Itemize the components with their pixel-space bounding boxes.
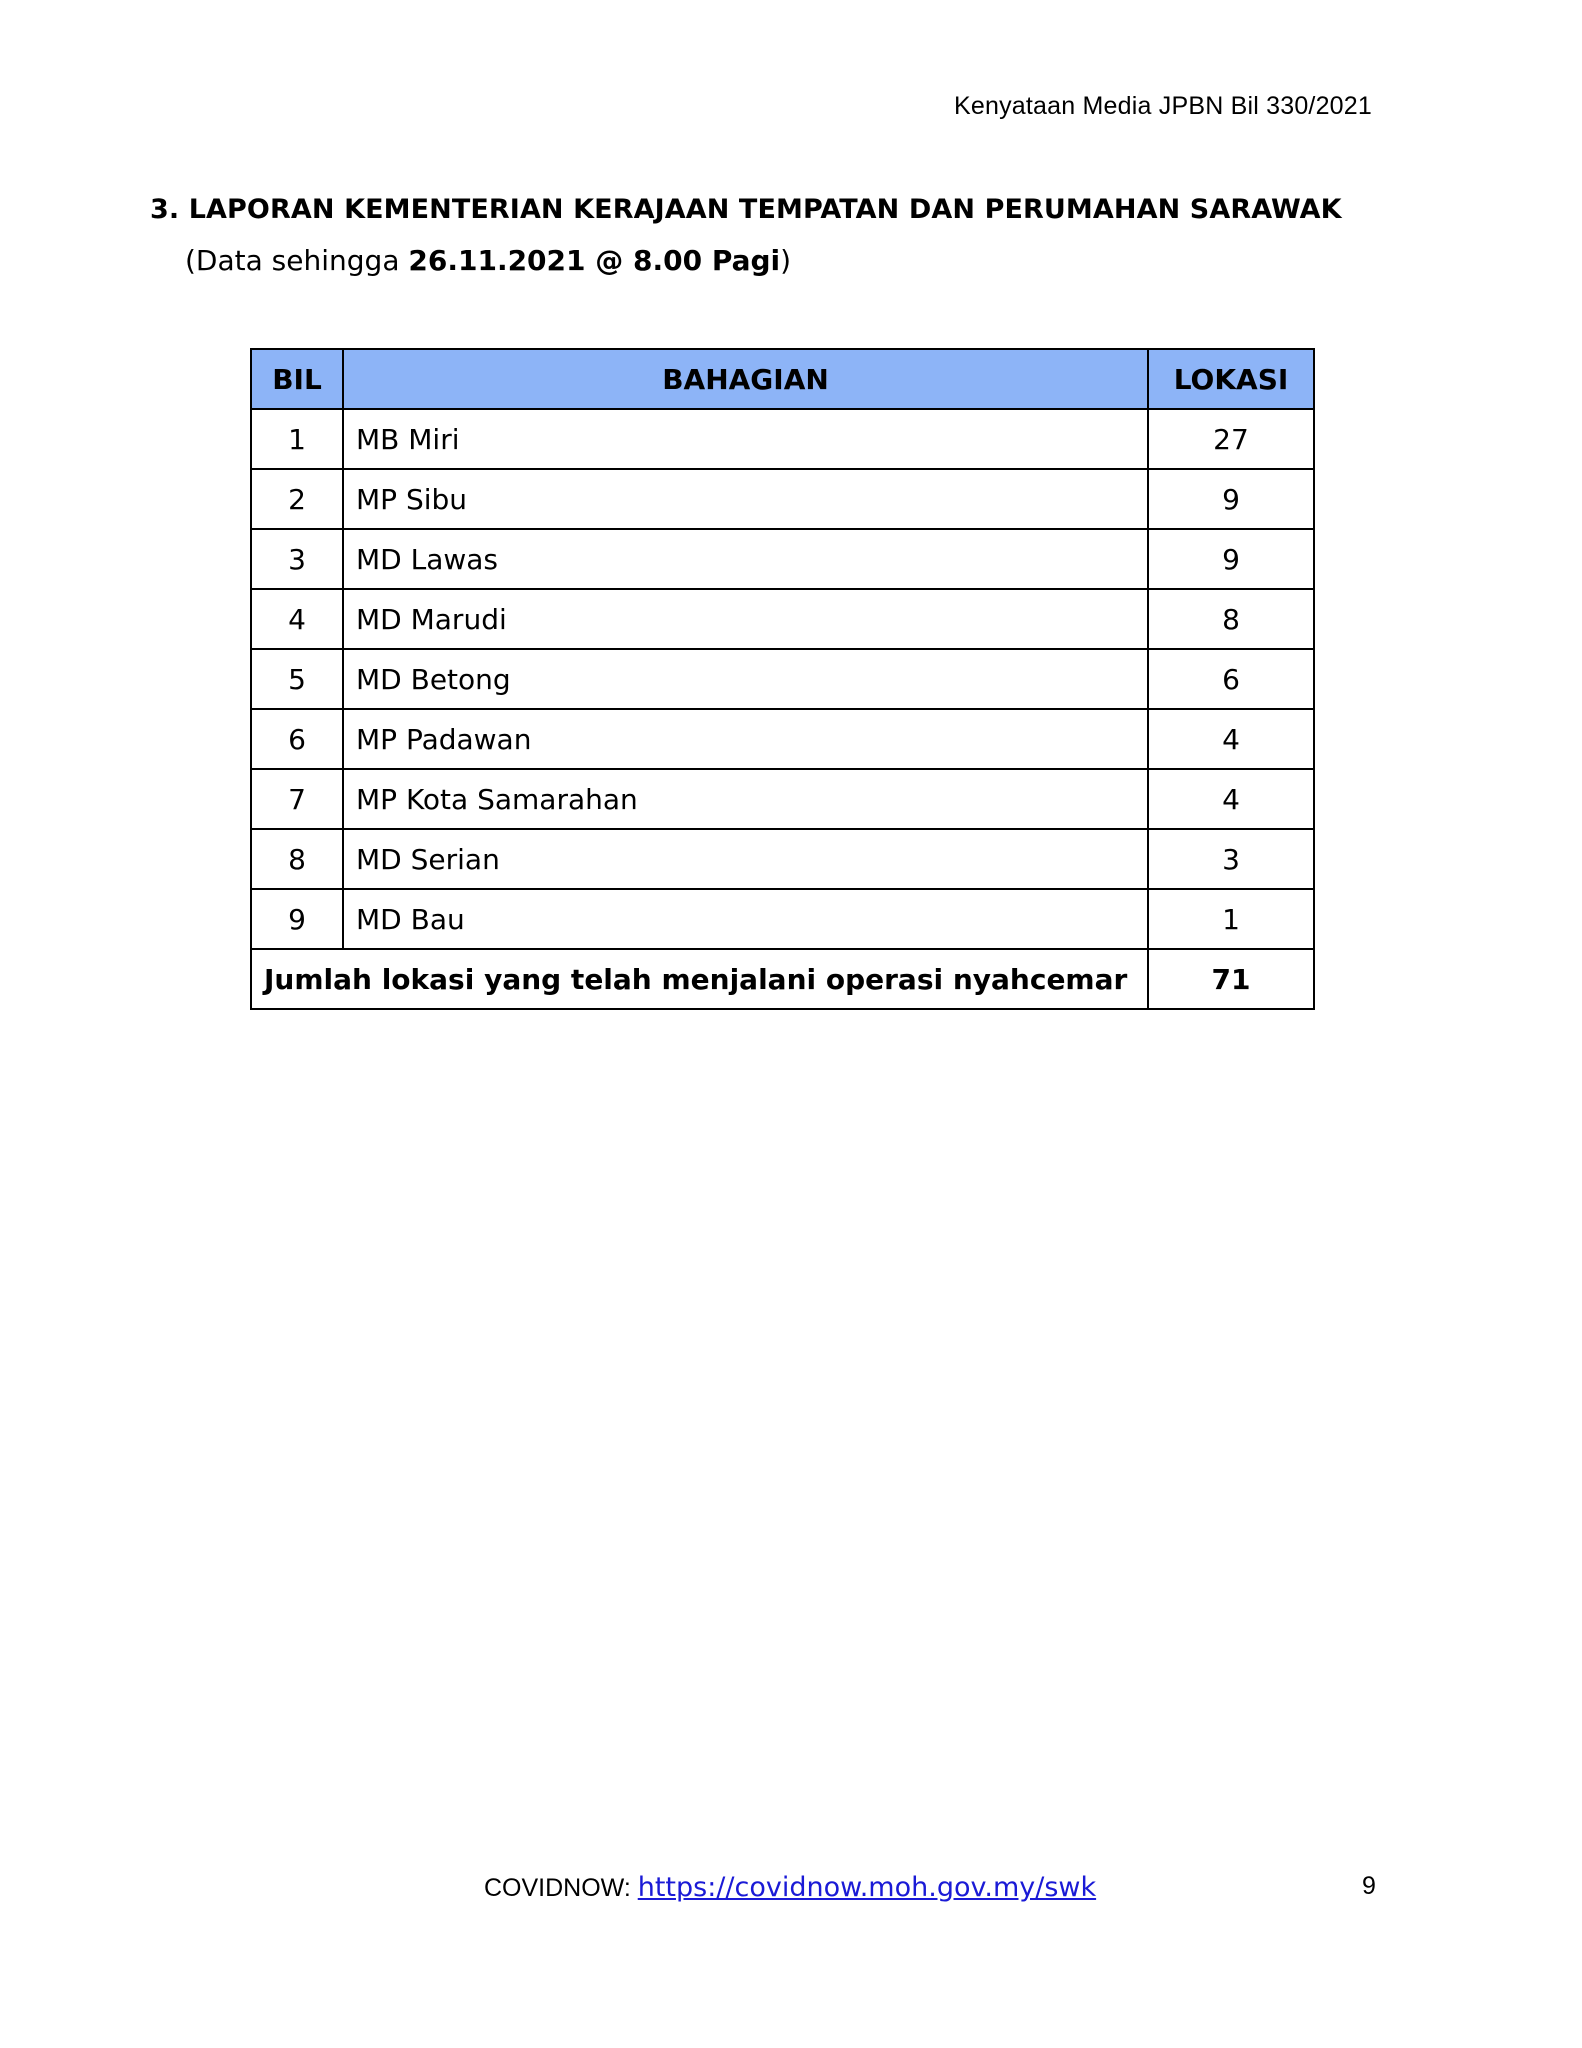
table-row <box>251 829 1314 889</box>
cell-lokasi: 27 <box>1148 409 1314 469</box>
cell-bil: 7 <box>251 769 343 829</box>
cell-bil: 9 <box>251 889 343 949</box>
table-row <box>251 529 1314 589</box>
table-row <box>251 649 1314 709</box>
table-row <box>251 769 1314 829</box>
cell-bil: 8 <box>251 829 343 889</box>
cell-lokasi: 6 <box>1148 649 1314 709</box>
subtitle-date: 26.11.2021 @ 8.00 Pagi <box>408 244 781 277</box>
table-row <box>251 409 1314 469</box>
table-header-row <box>251 349 1314 409</box>
header-bil: BIL <box>251 349 343 409</box>
table-row <box>251 889 1314 949</box>
cell-lokasi: 9 <box>1148 529 1314 589</box>
subtitle-suffix: ) <box>780 244 792 277</box>
cell-bahagian: MD Bau <box>343 889 1148 949</box>
covidnow-link[interactable]: https://covidnow.moh.gov.my/swk <box>637 1872 1097 1903</box>
cell-bil: 6 <box>251 709 343 769</box>
report-table <box>250 348 1315 1010</box>
section-subtitle <box>185 244 791 277</box>
cell-bahagian: MD Betong <box>343 649 1148 709</box>
table-row <box>251 709 1314 769</box>
cell-bahagian: MP Sibu <box>343 469 1148 529</box>
cell-bahagian: MD Serian <box>343 829 1148 889</box>
cell-lokasi: 4 <box>1148 769 1314 829</box>
cell-lokasi: 1 <box>1148 889 1314 949</box>
cell-lokasi: 9 <box>1148 469 1314 529</box>
cell-lokasi: 3 <box>1148 829 1314 889</box>
table-total-row <box>251 949 1314 1009</box>
cell-bil: 2 <box>251 469 343 529</box>
table-row <box>251 469 1314 529</box>
footer-label: COVIDNOW: <box>484 1874 638 1902</box>
cell-bil: 5 <box>251 649 343 709</box>
cell-lokasi: 8 <box>1148 589 1314 649</box>
cell-bil: 1 <box>251 409 343 469</box>
header-bahagian: BAHAGIAN <box>343 349 1148 409</box>
total-value: 71 <box>1148 949 1314 1009</box>
cell-bahagian: MP Padawan <box>343 709 1148 769</box>
subtitle-prefix: (Data sehingga <box>185 244 409 277</box>
section-title: 3. LAPORAN KEMENTERIAN KERAJAAN TEMPATAN DAN PERUMAHAN SARAWAK <box>150 194 1342 225</box>
footer <box>484 1872 1096 1903</box>
document-reference: Kenyataan Media JPBN Bil 330/2021 <box>954 92 1372 120</box>
cell-bil: 4 <box>251 589 343 649</box>
cell-bahagian: MD Lawas <box>343 529 1148 589</box>
cell-bil: 3 <box>251 529 343 589</box>
cell-bahagian: MD Marudi <box>343 589 1148 649</box>
page-number: 9 <box>1362 1872 1376 1900</box>
cell-bahagian: MB Miri <box>343 409 1148 469</box>
cell-bahagian: MP Kota Samarahan <box>343 769 1148 829</box>
total-label: Jumlah lokasi yang telah menjalani operasi nyahcemar <box>251 949 1148 1009</box>
header-lokasi: LOKASI <box>1148 349 1314 409</box>
cell-lokasi: 4 <box>1148 709 1314 769</box>
table-row <box>251 589 1314 649</box>
